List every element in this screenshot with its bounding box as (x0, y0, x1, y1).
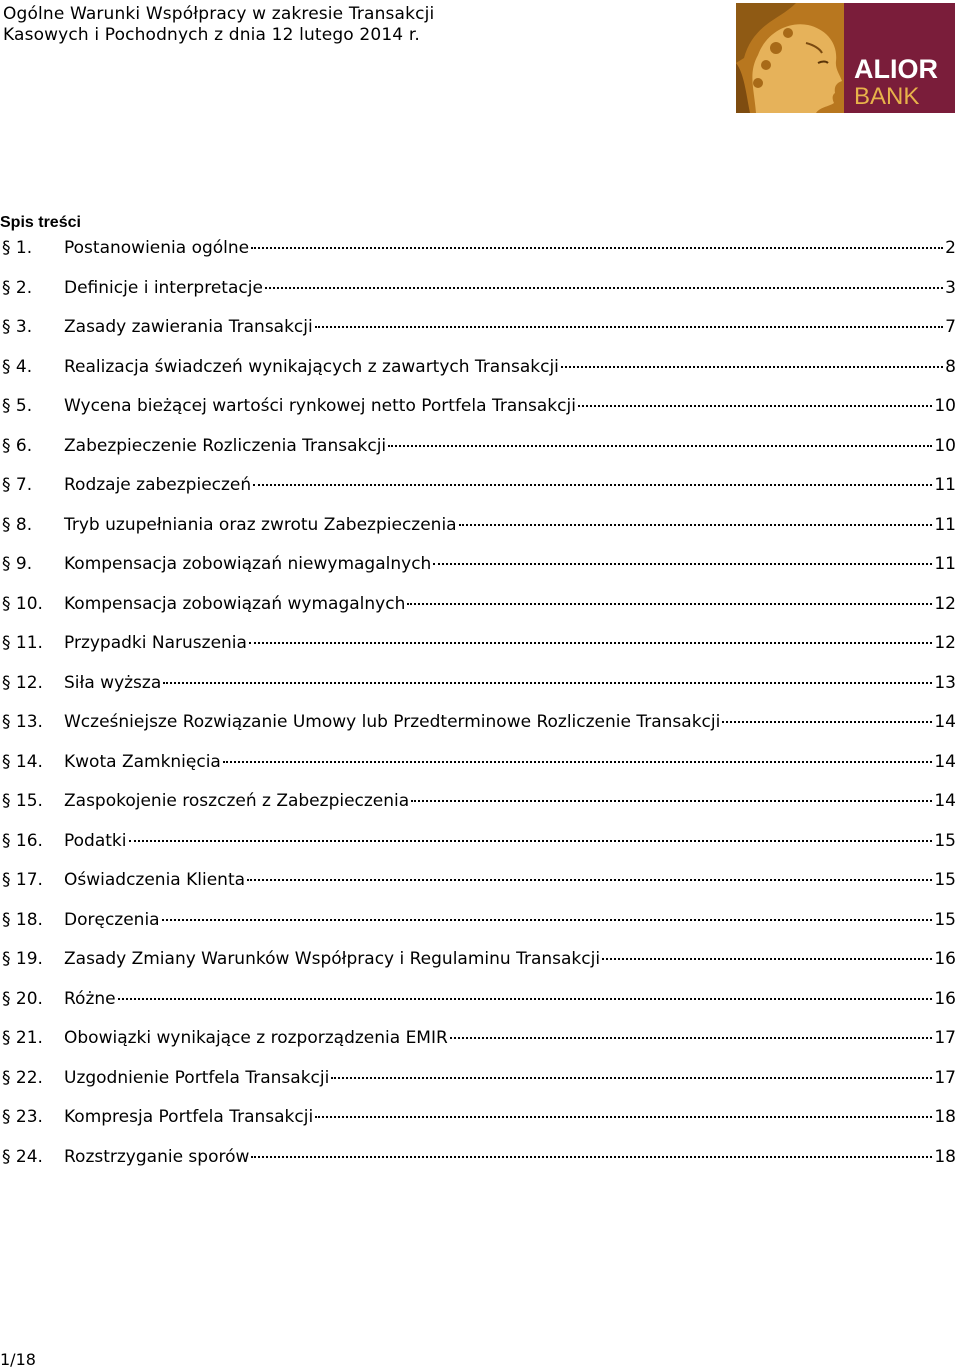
toc-entry-line (64, 1106, 956, 1128)
toc-dot-leader (249, 638, 932, 644)
toc-entry-page[interactable]: 7 (945, 317, 956, 337)
toc-entry-title[interactable]: Zabezpieczenie Rozliczenia Transakcji (64, 435, 387, 456)
toc-dot-leader (315, 322, 943, 328)
toc-entry-number: § 6. (2, 435, 33, 456)
document-title-line-1: Ogólne Warunki Współpracy w zakresie Transakcji (3, 4, 435, 24)
toc-dot-leader (163, 678, 932, 684)
toc-entry-title[interactable]: Definicje i interpretacje (64, 277, 263, 298)
toc-entry[interactable] (0, 624, 956, 664)
toc-entry-line (64, 356, 956, 378)
toc-entry-line (64, 711, 956, 733)
toc-entry-number: § 2. (2, 277, 33, 298)
logo-text-alior: ALIOR (854, 54, 938, 84)
toc-entry-title[interactable]: Rozstrzyganie sporów (64, 1146, 250, 1167)
toc-entry-line (64, 1027, 956, 1049)
toc-entry-title[interactable]: Różne (64, 988, 116, 1009)
toc-entry-page[interactable]: 11 (934, 514, 956, 535)
toc-entry-page[interactable]: 14 (934, 751, 956, 772)
toc-entry-line (64, 316, 956, 338)
toc-entry-number: § 11. (2, 633, 43, 653)
toc-dot-leader (247, 875, 932, 881)
toc-heading: Spis treści (0, 214, 81, 231)
toc-entry-page[interactable]: 14 (934, 791, 956, 811)
toc-entry-line (64, 632, 956, 654)
toc-dot-leader (561, 362, 943, 368)
toc-entry-page[interactable]: 11 (934, 475, 956, 495)
toc-entry-page[interactable]: 15 (934, 870, 956, 890)
toc-entry[interactable] (0, 782, 956, 822)
toc-entry-title[interactable]: Zasady zawierania Transakcji (64, 317, 313, 337)
toc-dot-leader (118, 994, 933, 1000)
toc-entry-page[interactable]: 8 (945, 356, 956, 377)
toc-entry-number: § 3. (2, 317, 33, 337)
toc-entry-page[interactable]: 16 (934, 949, 956, 969)
toc-entry-line (64, 474, 956, 496)
toc-entry-page[interactable]: 14 (934, 712, 956, 732)
toc-entry-page[interactable]: 17 (934, 1028, 956, 1048)
toc-dot-leader (459, 520, 933, 526)
logo-text-bank: BANK (854, 83, 920, 110)
toc-entry-title[interactable]: Kompresja Portfela Transakcji (64, 1107, 314, 1127)
toc-entry-title[interactable]: Oświadczenia Klienta (64, 870, 246, 890)
toc-dot-leader (265, 283, 943, 289)
toc-entry-number: § 4. (2, 356, 33, 377)
toc-entry-number: § 9. (2, 554, 33, 574)
toc-entry-page[interactable]: 12 (934, 593, 956, 614)
toc-entry-line (64, 790, 956, 812)
toc-entry[interactable] (0, 506, 956, 546)
toc-entry-title[interactable]: Wcześniejsze Rozwiązanie Umowy lub Przedterminowe Rozliczenie Transakcji (64, 712, 721, 732)
toc-entry-line (64, 909, 956, 931)
toc-dot-leader (388, 441, 932, 447)
toc-dot-leader (315, 1112, 932, 1118)
document-title-line-2: Kasowych i Pochodnych z dnia 12 lutego 2014 r. (3, 25, 420, 45)
toc-dot-leader (602, 954, 932, 960)
toc-entry[interactable] (0, 1098, 956, 1138)
toc-entry[interactable] (0, 743, 956, 783)
toc-entry-page[interactable]: 16 (934, 988, 956, 1009)
toc-entry-number: § 13. (2, 712, 43, 732)
toc-entry[interactable] (0, 466, 956, 506)
toc-entry-line (64, 395, 956, 417)
toc-dot-leader (223, 757, 933, 763)
toc-entry-title[interactable]: Tryb uzupełniania oraz zwrotu Zabezpieczenia (64, 514, 457, 535)
toc-entry-number: § 12. (2, 672, 43, 693)
toc-entry-line (64, 277, 956, 299)
toc-entry-page[interactable]: 11 (934, 554, 956, 574)
toc-entry[interactable] (0, 308, 956, 348)
toc-entry-line (64, 672, 956, 694)
toc-entry-line (64, 751, 956, 773)
toc-entry-page[interactable]: 10 (934, 396, 956, 416)
toc-entry-number: § 7. (2, 475, 33, 495)
page-number: 1/18 (0, 1350, 36, 1369)
toc-entry[interactable] (0, 229, 956, 269)
toc-entry-page[interactable]: 17 (934, 1067, 956, 1088)
toc-entry-title[interactable]: Kwota Zamknięcia (64, 751, 221, 772)
toc-entry-title[interactable]: Przypadki Naruszenia (64, 633, 247, 653)
toc-entry-line (64, 869, 956, 891)
toc-entry[interactable] (0, 861, 956, 901)
toc-entry-title[interactable]: Kompensacja zobowiązań wymagalnych (64, 593, 406, 614)
toc-dot-leader (433, 559, 932, 565)
toc-entry-page[interactable]: 3 (945, 277, 956, 298)
document-title (3, 4, 434, 46)
toc-entry[interactable] (0, 980, 956, 1020)
toc-entry-page[interactable]: 13 (934, 672, 956, 693)
toc-entry-title[interactable]: Uzgodnienie Portfela Transakcji (64, 1067, 330, 1088)
toc-entry-title[interactable]: Realizacja świadczeń wynikających z zawartych Transakcji (64, 356, 559, 377)
toc-entry[interactable] (0, 664, 956, 704)
toc-entry-page[interactable]: 18 (934, 1107, 956, 1127)
toc-entry-line (64, 514, 956, 536)
toc-entry[interactable] (0, 901, 956, 941)
toc-entry-title[interactable]: Siła wyższa (64, 672, 162, 693)
toc-entry-number: § 20. (2, 988, 43, 1009)
toc-entry-number: § 18. (2, 909, 43, 930)
toc-entry-page[interactable]: 2 (945, 238, 956, 258)
toc-dot-leader (450, 1033, 933, 1039)
toc-entry-line (64, 830, 956, 852)
toc-entry-title[interactable]: Zasady Zmiany Warunków Współpracy i Regulaminu Transakcji (64, 949, 601, 969)
toc-entry-number: § 1. (2, 238, 33, 258)
toc-entry-line (64, 553, 956, 575)
toc-entry[interactable] (0, 940, 956, 980)
toc-entry-title[interactable]: Doręczenia (64, 909, 160, 930)
toc-entry-number: § 5. (2, 396, 33, 416)
toc-entry-number: § 22. (2, 1067, 43, 1088)
toc-dot-leader (251, 1152, 932, 1158)
toc-entry-page[interactable]: 10 (934, 435, 956, 456)
toc-entry-title[interactable]: Podatki (64, 830, 127, 851)
toc-entry-number: § 21. (2, 1028, 43, 1048)
toc-dot-leader (251, 243, 943, 249)
toc-entry-number: § 24. (2, 1146, 43, 1167)
toc-entry-line (64, 1146, 956, 1168)
toc-entry-number: § 19. (2, 949, 43, 969)
toc-entry-title[interactable]: Obowiązki wynikające z rozporządzenia EMIR (64, 1028, 448, 1048)
toc-dot-leader (722, 717, 932, 723)
toc-entry-number: § 15. (2, 791, 43, 811)
toc-entry[interactable] (0, 387, 956, 427)
toc-entry-page[interactable]: 12 (934, 633, 956, 653)
toc-entry-title[interactable]: Wycena bieżącej wartości rynkowej netto Portfela Transakcji (64, 396, 576, 416)
toc-entry-line (64, 1067, 956, 1089)
toc-entry-number: § 14. (2, 751, 43, 772)
toc-entry[interactable] (0, 1059, 956, 1099)
toc-dot-leader (411, 796, 932, 802)
toc-entry[interactable] (0, 585, 956, 625)
toc-entry-line (64, 435, 956, 457)
toc-entry-title[interactable]: Postanowienia ogólne (64, 238, 250, 258)
toc-entry-page[interactable]: 18 (934, 1146, 956, 1167)
toc-entry-number: § 16. (2, 830, 43, 851)
toc-entry-title[interactable]: Kompensacja zobowiązań niewymagalnych (64, 554, 432, 574)
table-of-contents (0, 229, 956, 1177)
toc-entry[interactable] (0, 822, 956, 862)
toc-entry-number: § 23. (2, 1107, 43, 1127)
toc-dot-leader (129, 836, 933, 842)
toc-entry[interactable] (0, 1138, 956, 1178)
toc-entry-title[interactable]: Zaspokojenie roszczeń z Zabezpieczenia (64, 791, 410, 811)
toc-entry[interactable] (0, 269, 956, 309)
toc-entry[interactable] (0, 1019, 956, 1059)
toc-entry-page[interactable]: 15 (934, 909, 956, 930)
toc-entry[interactable] (0, 703, 956, 743)
toc-entry[interactable] (0, 427, 956, 467)
toc-dot-leader (407, 599, 932, 605)
toc-entry-line (64, 237, 956, 259)
toc-entry[interactable] (0, 348, 956, 388)
toc-entry-number: § 17. (2, 870, 43, 890)
toc-entry-line (64, 593, 956, 615)
toc-entry[interactable] (0, 545, 956, 585)
toc-entry-title[interactable]: Rodzaje zabezpieczeń (64, 475, 252, 495)
toc-dot-leader (162, 915, 933, 921)
toc-dot-leader (253, 480, 932, 486)
toc-entry-number: § 10. (2, 593, 43, 614)
alior-bank-logo (736, 3, 955, 113)
toc-entry-line (64, 948, 956, 970)
toc-entry-page[interactable]: 15 (934, 830, 956, 851)
toc-entry-number: § 8. (2, 514, 33, 535)
toc-dot-leader (331, 1073, 932, 1079)
toc-dot-leader (578, 401, 932, 407)
toc-entry-line (64, 988, 956, 1010)
